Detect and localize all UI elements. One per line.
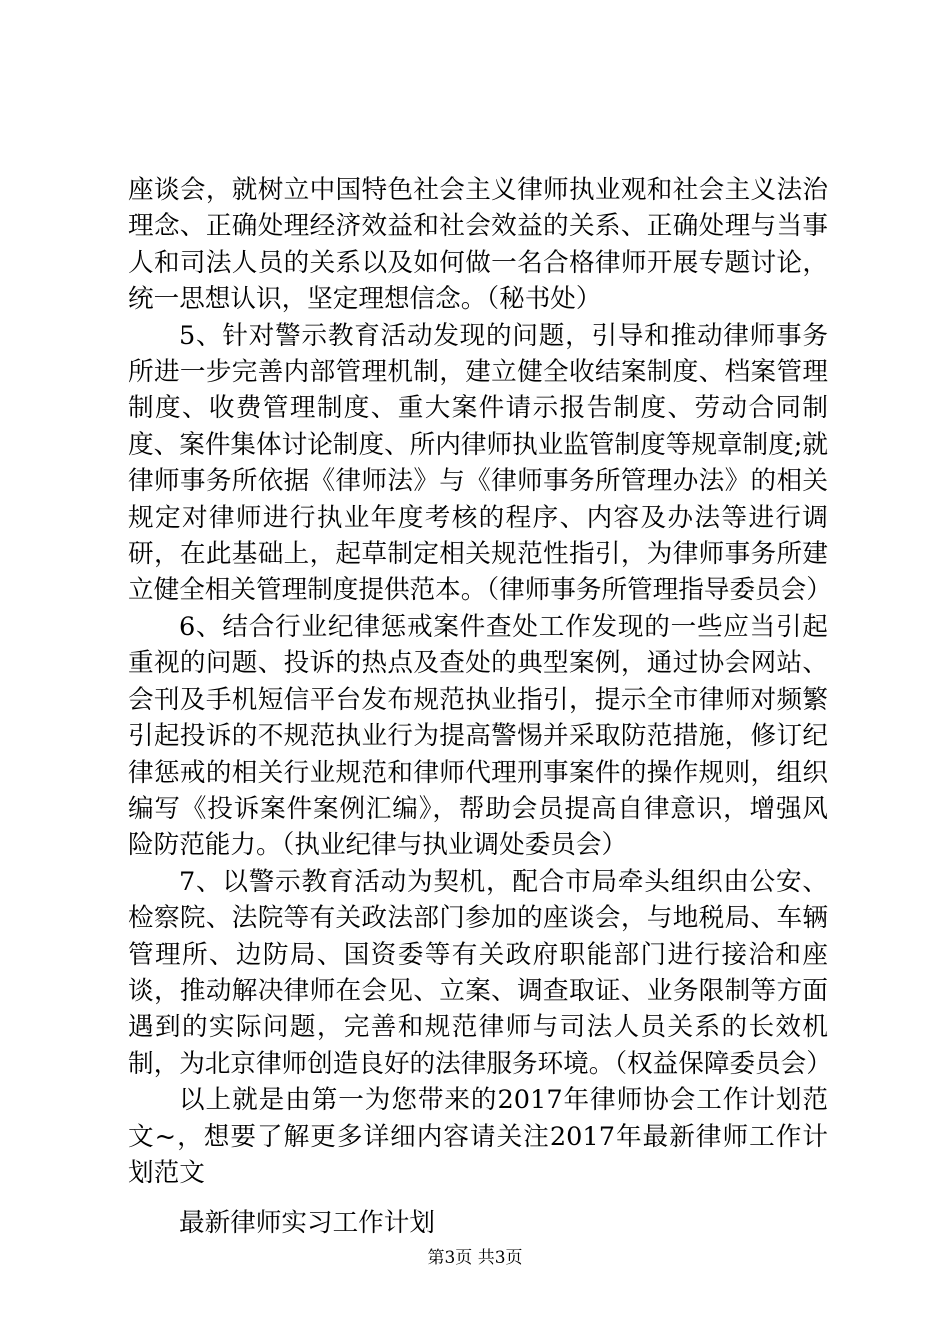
section-subheading: 最新律师实习工作计划: [179, 1208, 435, 1239]
paragraph-2: 5、针对警示教育活动发现的问题，引导和推动律师事务所进一步完善内部管理机制，建立健全收结案制度、档案管理制度、收费管理制度、重大案件请示报告制度、劳动合同制度、案件集体讨论制度、所内律师执业监管制度等规章制度;就律师事务所依据《律师法》与《律师事务所管理办法》的相关规定对律师进行执业年度考核的程序、内容及办法等进行调研，在此基础上，起草制定相关规范性指引，为律师事务所建立健全相关管理制度提供范本。（律师事务所管理指导委员会）: [128, 320, 832, 606]
paragraph-1: 座谈会，就树立中国特色社会主义律师执业观和社会主义法治理念、正确处理经济效益和社会效益的关系、正确处理与当事人和司法人员的关系以及如何做一名合格律师开展专题讨论，统一思想认识，坚定理想信念。（秘书处）: [128, 175, 828, 315]
paragraph-5: 以上就是由第一为您带来的2017年律师协会工作计划范文~，想要了解更多详细内容请关注2017年最新律师工作计划范文: [128, 1085, 828, 1188]
document-body: [128, 172, 832, 1242]
page-number-footer: 第3页 共3页: [427, 1248, 523, 1268]
paragraph-3: 6、结合行业纪律惩戒案件查处工作发现的一些应当引起重视的问题、投诉的热点及查处的典型案例，通过协会网站、会刊及手机短信平台发布规范执业指引，提示全市律师对频繁引起投诉的不规范执业行为提高警惕并采取防范措施，修订纪律惩戒的相关行业规范和律师代理刑事案件的操作规则，组织编写《投诉案件案例汇编》，帮助会员提高自律意识，增强风险防范能力。（执业纪律与执业调处委员会）: [128, 611, 828, 861]
paragraph-4: 7、以警示教育活动为契机，配合市局牵头组织由公安、检察院、法院等有关政法部门参加的座谈会，与地税局、车辆管理所、边防局、国资委等有关政府职能部门进行接洽和座谈，推动解决律师在会见、立案、调查取证、业务限制等方面遇到的实际问题，完善和规范律师与司法人员关系的长效机制，为北京律师创造良好的法律服务环境。（权益保障委员会）: [128, 866, 832, 1079]
